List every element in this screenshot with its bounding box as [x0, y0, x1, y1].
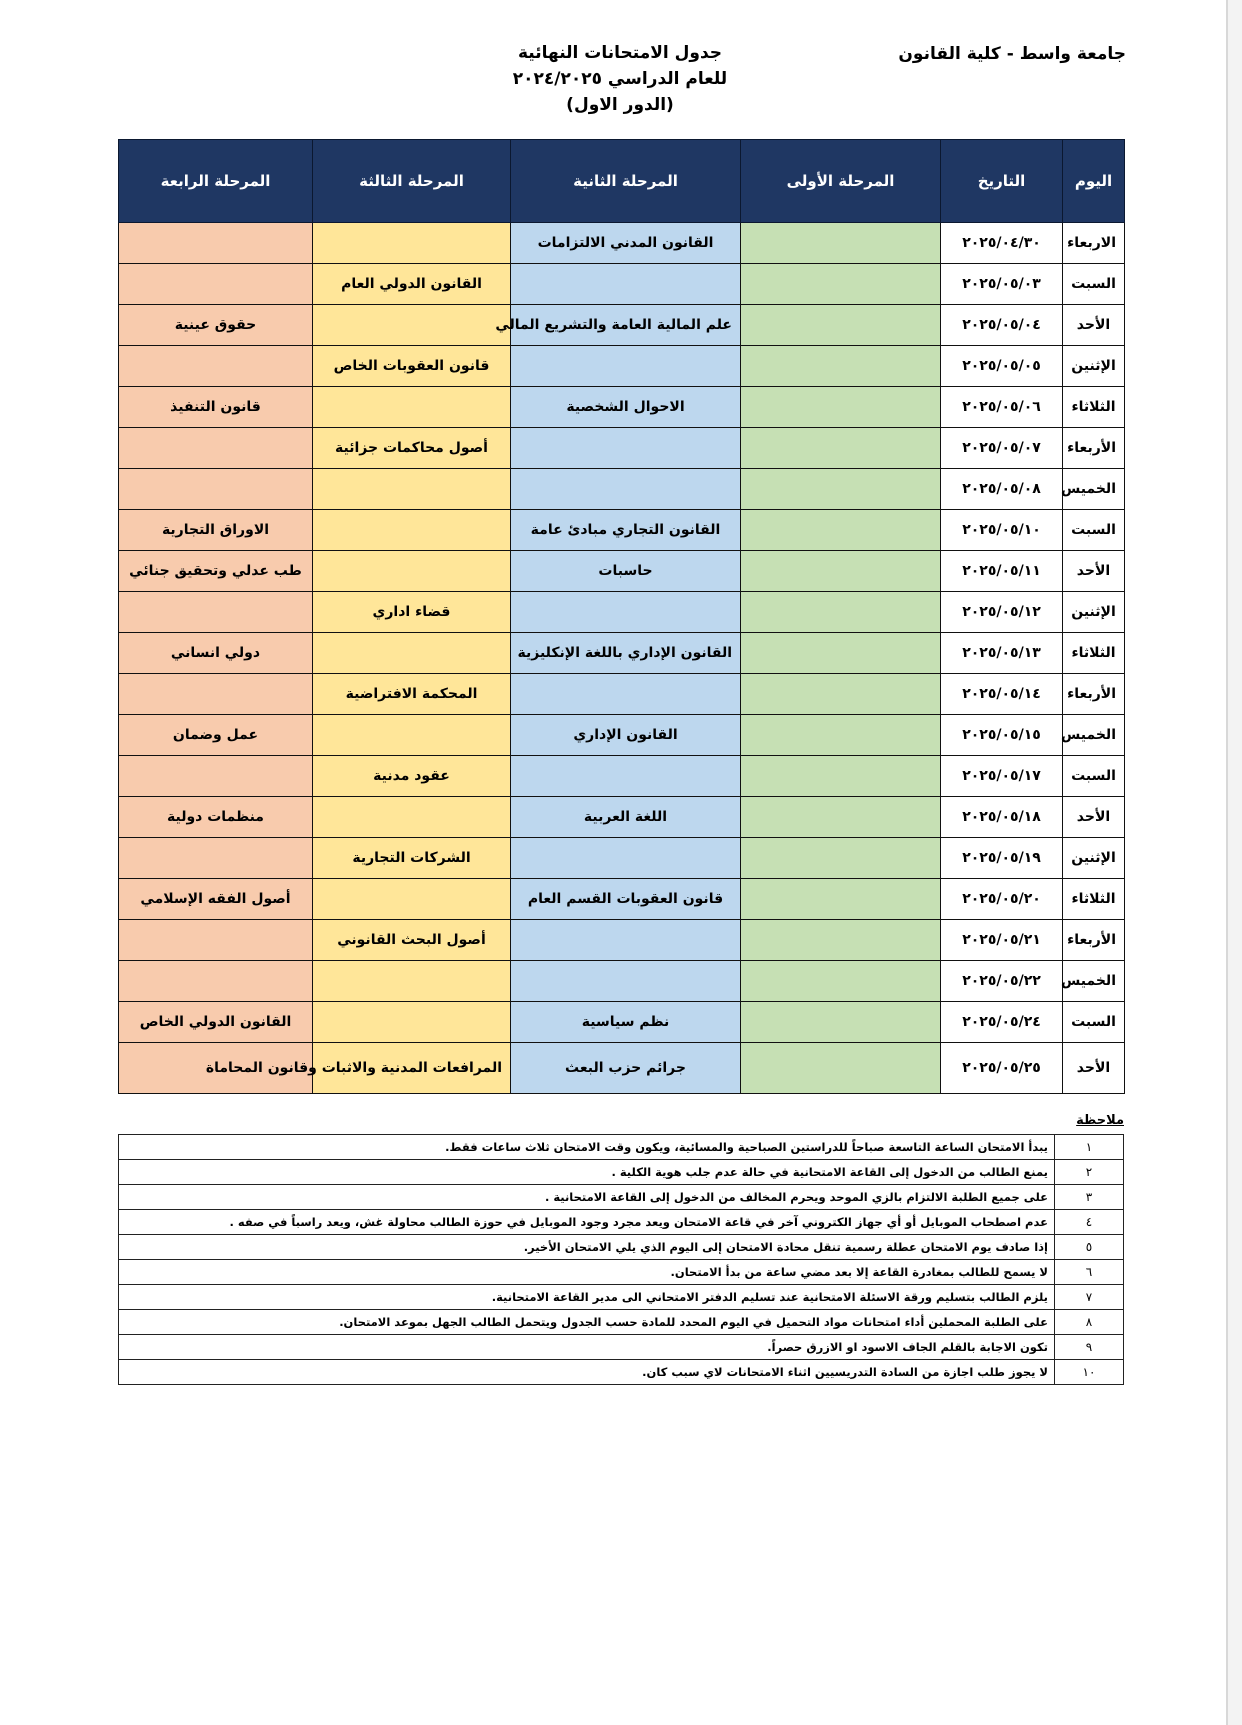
cell-stage-1 [741, 920, 941, 961]
note-number: ٥ [1055, 1235, 1124, 1260]
cell-date: ٢٠٢٥/٠٥/٢٤ [941, 1002, 1063, 1043]
cell-date: ٢٠٢٥/٠٥/١٧ [941, 756, 1063, 797]
note-row [119, 1285, 1124, 1310]
notes-table [118, 1134, 1124, 1385]
cell-date: ٢٠٢٥/٠٥/١٣ [941, 633, 1063, 674]
cell-stage-3 [313, 551, 511, 592]
cell-stage-2 [511, 592, 741, 633]
cell-stage-2: قانون العقوبات القسم العام [511, 879, 741, 920]
cell-day: الإثنين [1063, 838, 1125, 879]
table-row [119, 633, 1125, 674]
cell-stage-1 [741, 592, 941, 633]
cell-day: الثلاثاء [1063, 633, 1125, 674]
cell-stage-1 [741, 1002, 941, 1043]
cell-stage-3 [313, 633, 511, 674]
note-number: ٦ [1055, 1260, 1124, 1285]
cell-day: الأربعاء [1063, 920, 1125, 961]
cell-stage-3: القانون الدولي العام [313, 264, 511, 305]
cell-stage-3: قضاء اداري [313, 592, 511, 633]
cell-stage-3 [313, 223, 511, 264]
cell-stage-2: الاحوال الشخصية [511, 387, 741, 428]
cell-day: الأحد [1063, 1043, 1125, 1094]
note-row [119, 1210, 1124, 1235]
cell-stage-3 [313, 305, 511, 346]
note-number: ٤ [1055, 1210, 1124, 1235]
cell-date: ٢٠٢٥/٠٥/١٠ [941, 510, 1063, 551]
cell-date: ٢٠٢٥/٠٥/١٤ [941, 674, 1063, 715]
cell-stage-2: جرائم حزب البعث [511, 1043, 741, 1094]
cell-stage-1 [741, 551, 941, 592]
table-row [119, 510, 1125, 551]
cell-day: الإثنين [1063, 592, 1125, 633]
cell-stage-4: حقوق عينية [119, 305, 313, 346]
note-row [119, 1335, 1124, 1360]
cell-stage-3 [313, 510, 511, 551]
cell-stage-4 [119, 592, 313, 633]
exam-schedule-table [118, 139, 1125, 1094]
cell-stage-1 [741, 387, 941, 428]
cell-day: الأحد [1063, 797, 1125, 838]
cell-stage-2 [511, 674, 741, 715]
table-row [119, 879, 1125, 920]
cell-stage-4: أصول الفقه الإسلامي [119, 879, 313, 920]
table-row [119, 592, 1125, 633]
cell-date: ٢٠٢٥/٠٥/١١ [941, 551, 1063, 592]
cell-stage-4: القانون الدولي الخاص [119, 1002, 313, 1043]
university-name: جامعة واسط - كلية القانون [898, 44, 1126, 64]
column-header-stage-4: المرحلة الرابعة [119, 140, 313, 223]
cell-date: ٢٠٢٥/٠٥/٠٨ [941, 469, 1063, 510]
cell-stage-1 [741, 633, 941, 674]
table-row [119, 797, 1125, 838]
cell-stage-1 [741, 674, 941, 715]
cell-stage-4 [119, 961, 313, 1002]
table-row [119, 551, 1125, 592]
cell-stage-3: عقود مدنية [313, 756, 511, 797]
notes-label: ملاحظة [1076, 1113, 1124, 1128]
cell-stage-1 [741, 264, 941, 305]
cell-stage-1 [741, 469, 941, 510]
column-header-stage-2: المرحلة الثانية [511, 140, 741, 223]
cell-stage-1 [741, 961, 941, 1002]
note-number: ٨ [1055, 1310, 1124, 1335]
cell-date: ٢٠٢٥/٠٥/٢٥ [941, 1043, 1063, 1094]
cell-day: الاربعاء [1063, 223, 1125, 264]
table-row [119, 920, 1125, 961]
cell-stage-2 [511, 756, 741, 797]
cell-stage-3: أصول البحث القانوني [313, 920, 511, 961]
cell-day: السبت [1063, 510, 1125, 551]
note-row [119, 1235, 1124, 1260]
document-title: جدول الامتحانات النهائية [517, 43, 723, 63]
note-text: على جميع الطلبة الالتزام بالزي الموحد ويحرم المخالف من الدخول إلى القاعة الامتحانية . [119, 1185, 1055, 1210]
cell-stage-3: أصول محاكمات جزائية [313, 428, 511, 469]
cell-stage-4: عمل وضمان [119, 715, 313, 756]
cell-stage-1 [741, 756, 941, 797]
cell-stage-4 [119, 756, 313, 797]
cell-day: الأربعاء [1063, 674, 1125, 715]
cell-stage-3 [313, 797, 511, 838]
cell-stage-3 [313, 469, 511, 510]
table-row [119, 1043, 1125, 1094]
cell-date: ٢٠٢٥/٠٥/٠٣ [941, 264, 1063, 305]
table-row [119, 756, 1125, 797]
cell-day: السبت [1063, 1002, 1125, 1043]
cell-date: ٢٠٢٥/٠٥/١٥ [941, 715, 1063, 756]
column-header-stage-1: المرحلة الأولى [741, 140, 941, 223]
cell-date: ٢٠٢٥/٠٥/٠٧ [941, 428, 1063, 469]
cell-stage-3 [313, 387, 511, 428]
table-row [119, 387, 1125, 428]
cell-day: الأربعاء [1063, 428, 1125, 469]
cell-date: ٢٠٢٥/٠٥/١٩ [941, 838, 1063, 879]
cell-date: ٢٠٢٥/٠٥/١٢ [941, 592, 1063, 633]
note-number: ١٠ [1055, 1360, 1124, 1385]
schedule-body [119, 223, 1125, 1094]
cell-stage-3 [313, 879, 511, 920]
cell-day: الأحد [1063, 305, 1125, 346]
title-block [460, 40, 780, 118]
cell-stage-1 [741, 346, 941, 387]
cell-stage-2: القانون المدني الالتزامات [511, 223, 741, 264]
note-number: ٢ [1055, 1160, 1124, 1185]
cell-stage-3 [313, 1002, 511, 1043]
cell-stage-1 [741, 305, 941, 346]
table-row [119, 674, 1125, 715]
cell-day: الثلاثاء [1063, 879, 1125, 920]
cell-date: ٢٠٢٥/٠٥/٢١ [941, 920, 1063, 961]
table-header-row [119, 140, 1125, 223]
cell-day: السبت [1063, 756, 1125, 797]
cell-date: ٢٠٢٥/٠٥/٢٠ [941, 879, 1063, 920]
column-header-date: التاريخ [941, 140, 1063, 223]
table-row [119, 428, 1125, 469]
exam-round: (الدور الاول) [566, 95, 674, 115]
note-text: على الطلبة المحملين أداء امتحانات مواد التحميل في اليوم المحدد للمادة حسب الجدول ويتحمل الطالب الجهل بموعد الامتحان. [119, 1310, 1055, 1335]
note-text: يمنع الطالب من الدخول إلى القاعة الامتحانية في حالة عدم جلب هوية الكلية . [119, 1160, 1055, 1185]
cell-stage-4 [119, 674, 313, 715]
cell-stage-1 [741, 838, 941, 879]
cell-stage-3: الشركات التجارية [313, 838, 511, 879]
table-row [119, 346, 1125, 387]
note-number: ١ [1055, 1135, 1124, 1160]
cell-day: الأحد [1063, 551, 1125, 592]
cell-stage-2 [511, 838, 741, 879]
cell-day: الخميس [1063, 469, 1125, 510]
cell-stage-2 [511, 920, 741, 961]
cell-stage-4 [119, 346, 313, 387]
cell-stage-2: حاسبات [511, 551, 741, 592]
table-row [119, 838, 1125, 879]
note-number: ٣ [1055, 1185, 1124, 1210]
cell-stage-4 [119, 264, 313, 305]
note-number: ٩ [1055, 1335, 1124, 1360]
cell-day: الثلاثاء [1063, 387, 1125, 428]
note-row [119, 1360, 1124, 1385]
cell-stage-4 [119, 223, 313, 264]
cell-stage-2: القانون الإداري باللغة الإنكليزية [511, 633, 741, 674]
cell-stage-2 [511, 961, 741, 1002]
cell-day: السبت [1063, 264, 1125, 305]
column-header-stage-3: المرحلة الثالثة [313, 140, 511, 223]
cell-stage-4: الاوراق التجارية [119, 510, 313, 551]
cell-day: الخميس [1063, 715, 1125, 756]
table-row [119, 961, 1125, 1002]
cell-stage-2 [511, 346, 741, 387]
cell-stage-2: علم المالية العامة والتشريع المالي [511, 305, 741, 346]
notes-body [119, 1135, 1124, 1385]
cell-date: ٢٠٢٥/٠٤/٣٠ [941, 223, 1063, 264]
cell-stage-2 [511, 264, 741, 305]
note-text: عدم اصطحاب الموبايل أو أي جهاز الكتروني آخر في قاعة الامتحان ويعد مجرد وجود الموبايل في حوزة الطالب محاولة غش، ويعد راسباً في صفه . [119, 1210, 1055, 1235]
note-row [119, 1185, 1124, 1210]
cell-stage-2 [511, 469, 741, 510]
cell-stage-4: طب عدلي وتحقيق جنائي [119, 551, 313, 592]
cell-stage-1 [741, 428, 941, 469]
note-text: يبدأ الامتحان الساعة التاسعة صباحاً للدراستين الصباحية والمسائية، ويكون وقت الامتحان ثلاث ساعات فقط. [119, 1135, 1055, 1160]
note-row [119, 1160, 1124, 1185]
cell-day: الخميس [1063, 961, 1125, 1002]
cell-stage-3 [313, 961, 511, 1002]
cell-date: ٢٠٢٥/٠٥/٠٥ [941, 346, 1063, 387]
note-text: يلزم الطالب بتسليم ورقة الاسئلة الامتحانية عند تسليم الدفتر الامتحاني الى مدير القاعة الامتحانية. [119, 1285, 1055, 1310]
table-row [119, 223, 1125, 264]
cell-stage-2: القانون التجاري مبادئ عامة [511, 510, 741, 551]
cell-stage-3: قانون العقوبات الخاص [313, 346, 511, 387]
note-text: تكون الاجابة بالقلم الجاف الاسود او الازرق حصراً. [119, 1335, 1055, 1360]
cell-stage-4: منظمات دولية [119, 797, 313, 838]
cell-stage-4 [119, 428, 313, 469]
cell-stage-4 [119, 469, 313, 510]
cell-date: ٢٠٢٥/٠٥/٢٢ [941, 961, 1063, 1002]
academic-year: للعام الدراسي ٢٠٢٤/٢٠٢٥ [512, 69, 728, 89]
note-text: إذا صادف يوم الامتحان عطلة رسمية تنقل محادة الامتحان إلى اليوم الذي يلي الامتحان الأخير. [119, 1235, 1055, 1260]
note-row [119, 1135, 1124, 1160]
cell-stage-2 [511, 428, 741, 469]
column-header-day: اليوم [1063, 140, 1125, 223]
cell-stage-3 [313, 715, 511, 756]
table-row [119, 264, 1125, 305]
cell-stage-2: اللغة العربية [511, 797, 741, 838]
note-text: لا يسمح للطالب بمغادرة القاعة إلا بعد مضي ساعة من بدأ الامتحان. [119, 1260, 1055, 1285]
cell-stage-1 [741, 223, 941, 264]
note-number: ٧ [1055, 1285, 1124, 1310]
table-row [119, 1002, 1125, 1043]
note-text: لا يجوز طلب اجازة من السادة التدريسيين اثناء الامتحانات لاي سبب كان. [119, 1360, 1055, 1385]
cell-day: الإثنين [1063, 346, 1125, 387]
cell-stage-4: قانون التنفيذ [119, 387, 313, 428]
cell-stage-4 [119, 838, 313, 879]
cell-stage-3: المحكمة الافتراضية [313, 674, 511, 715]
cell-stage-1 [741, 510, 941, 551]
table-row [119, 305, 1125, 346]
table-row [119, 469, 1125, 510]
cell-stage-2: نظم سياسية [511, 1002, 741, 1043]
note-row [119, 1260, 1124, 1285]
cell-date: ٢٠٢٥/٠٥/٠٦ [941, 387, 1063, 428]
cell-stage-4 [119, 920, 313, 961]
table-row [119, 715, 1125, 756]
cell-date: ٢٠٢٥/٠٥/١٨ [941, 797, 1063, 838]
cell-stage-4: دولي انساني [119, 633, 313, 674]
cell-stage-1 [741, 797, 941, 838]
cell-date: ٢٠٢٥/٠٥/٠٤ [941, 305, 1063, 346]
cell-stage-1 [741, 879, 941, 920]
note-row [119, 1310, 1124, 1335]
cell-stage-3: المرافعات المدنية والاثبات وقانون المحاماة [313, 1043, 511, 1094]
cell-stage-1 [741, 715, 941, 756]
cell-stage-1 [741, 1043, 941, 1094]
cell-stage-2: القانون الإداري [511, 715, 741, 756]
